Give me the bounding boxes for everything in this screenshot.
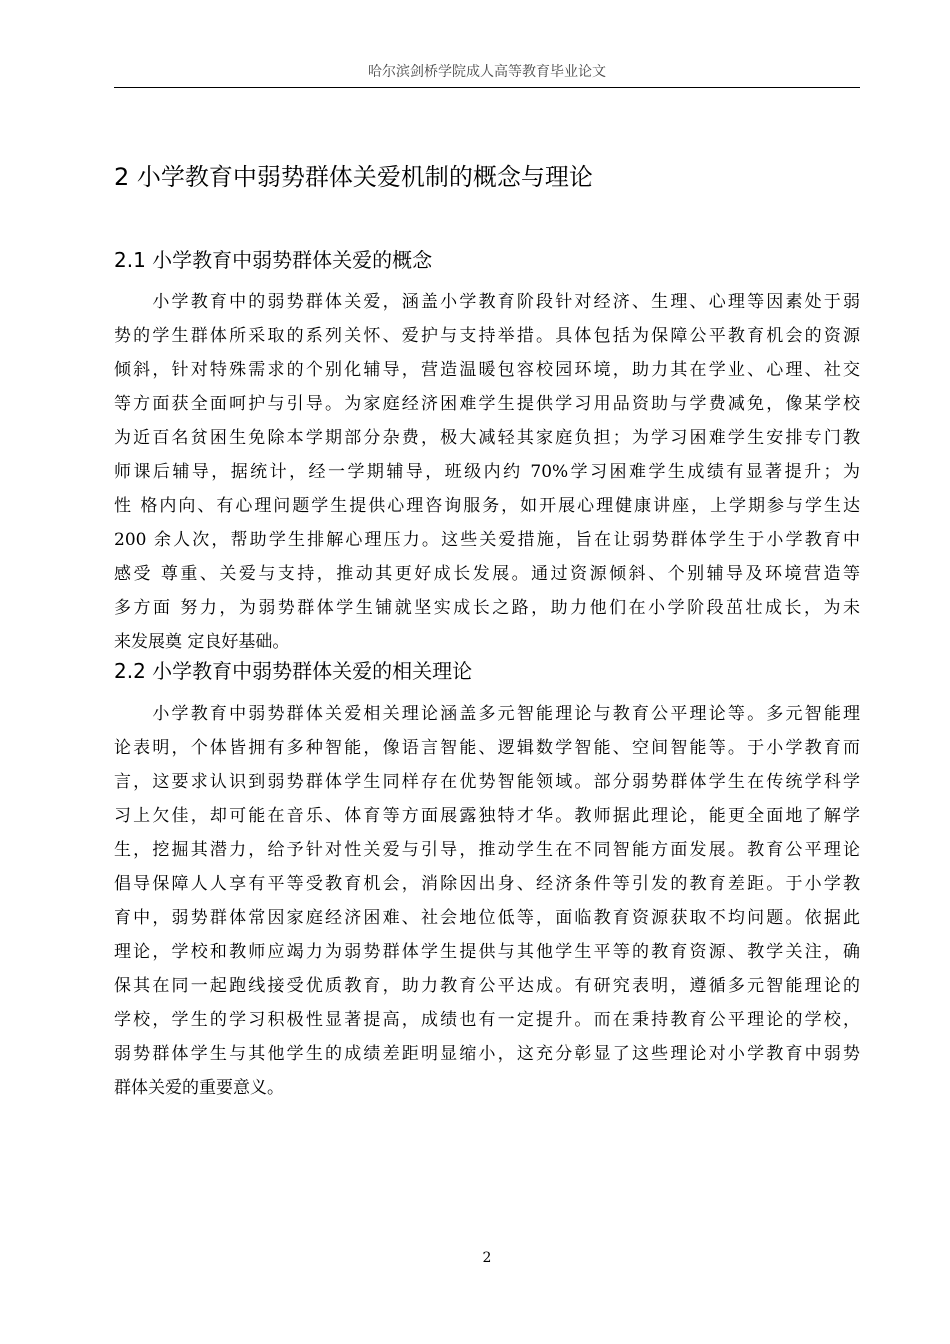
running-header: 哈尔滨剑桥学院成人高等教育毕业论文 bbox=[368, 64, 606, 80]
header-divider bbox=[114, 87, 860, 88]
paragraph-line: 育中，弱势群体常因家庭经济困难、社会地位低等，面临教育资源获取不均问题。依据此 bbox=[114, 908, 860, 928]
paragraph-line: 小学教育中的弱势群体关爱，涵盖小学教育阶段针对经济、生理、心理等因素处于弱 bbox=[114, 292, 860, 312]
paragraph-line: 势的学生群体所采取的系列关怀、爱护与支持举措。具体包括为保障公平教育机会的资源 bbox=[114, 326, 860, 346]
paragraph-line: 200 余人次，帮助学生排解心理压力。这些关爱措施，旨在让弱势群体学生于小学教育中 bbox=[114, 530, 860, 550]
paragraph-line: 小学教育中弱势群体关爱相关理论涵盖多元智能理论与教育公平理论等。多元智能理 bbox=[114, 704, 860, 724]
paragraph-line: 弱势群体学生与其他学生的成绩差距明显缩小，这充分彰显了这些理论对小学教育中弱势 bbox=[114, 1044, 860, 1064]
paragraph-line: 师课后辅导，据统计，经一学期辅导，班级内约 70%学习困难学生成绩有显著提升；为 bbox=[114, 462, 860, 482]
paragraph-line: 多方面 努力，为弱势群体学生铺就坚实成长之路，助力他们在小学阶段茁壮成长，为未 bbox=[114, 598, 860, 618]
paragraph-line: 保其在同一起跑线接受优质教育，助力教育公平达成。有研究表明，遵循多元智能理论的 bbox=[114, 976, 860, 996]
paragraph-line: 习上欠佳，却可能在音乐、体育等方面展露独特才华。教师据此理论，能更全面地了解学 bbox=[114, 806, 860, 826]
paragraph-line: 言，这要求认识到弱势群体学生同样存在优势智能领域。部分弱势群体学生在传统学科学 bbox=[114, 772, 860, 792]
paragraph-line: 学校，学生的学习积极性显著提高，成绩也有一定提升。而在秉持教育公平理论的学校， bbox=[114, 1010, 860, 1030]
section-2-2-paragraph bbox=[114, 697, 860, 1105]
chapter-title: 2 小学教育中弱势群体关爱机制的概念与理论 bbox=[114, 163, 593, 191]
paragraph-line: 为近百名贫困生免除本学期部分杂费，极大减轻其家庭负担；为学习困难学生安排专门教 bbox=[114, 428, 860, 448]
paragraph-line: 来发展奠 定良好基础。 bbox=[114, 632, 290, 652]
section-2-2-title: 2.2 小学教育中弱势群体关爱的相关理论 bbox=[114, 659, 473, 683]
paragraph-line: 倡导保障人人享有平等受教育机会，消除因出身、经济条件等引发的教育差距。于小学教 bbox=[114, 874, 860, 894]
paragraph-line: 倾斜，针对特殊需求的个别化辅导，营造温暖包容校园环境，助力其在学业、心理、社交 bbox=[114, 360, 860, 380]
paragraph-line: 理论，学校和教师应竭力为弱势群体学生提供与其他学生平等的教育资源、教学关注，确 bbox=[114, 942, 860, 962]
page-number: 2 bbox=[482, 1250, 492, 1266]
paragraph-line: 等方面获全面呵护与引导。为家庭经济困难学生提供学习用品资助与学费减免，像某学校 bbox=[114, 394, 860, 414]
paragraph-line: 生，挖掘其潜力，给予针对性关爱与引导，推动学生在不同智能方面发展。教育公平理论 bbox=[114, 840, 860, 860]
paragraph-line: 群体关爱的重要意义。 bbox=[114, 1078, 284, 1098]
section-2-1-title: 2.1 小学教育中弱势群体关爱的概念 bbox=[114, 248, 433, 272]
paragraph-line: 性 格内向、有心理问题学生提供心理咨询服务，如开展心理健康讲座，上学期参与学生达 bbox=[114, 496, 860, 516]
section-2-1-paragraph bbox=[114, 285, 860, 659]
paragraph-line: 论表明，个体皆拥有多种智能，像语言智能、逻辑数学智能、空间智能等。于小学教育而 bbox=[114, 738, 860, 758]
paragraph-line: 感受 尊重、关爱与支持，推动其更好成长发展。通过资源倾斜、个别辅导及环境营造等 bbox=[114, 564, 860, 584]
